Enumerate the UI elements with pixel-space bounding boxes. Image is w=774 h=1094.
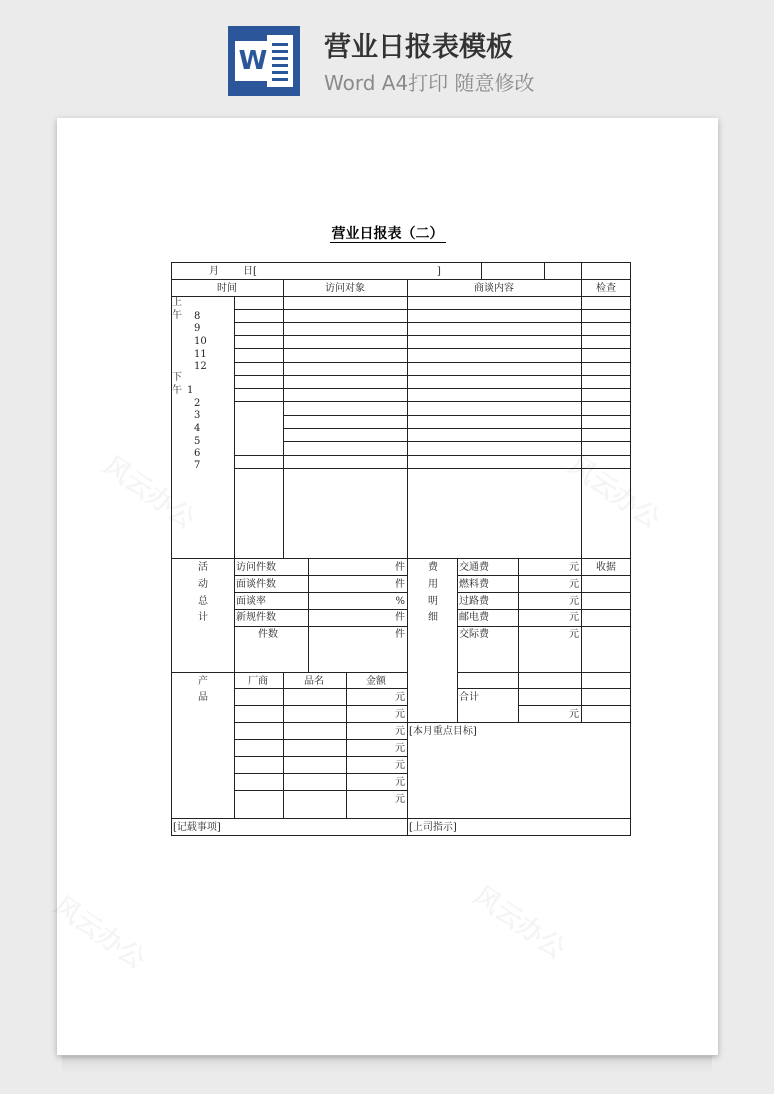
- paper-shadow: [62, 1056, 712, 1074]
- expense-row-unit: 元: [569, 596, 579, 607]
- expense-total-unit: 元: [569, 709, 579, 720]
- word-document-icon: [228, 26, 300, 96]
- table-rule: [407, 558, 408, 836]
- activity-totals-label: 动: [198, 579, 208, 590]
- table-rule: [457, 592, 631, 593]
- table-rule: [234, 468, 631, 469]
- morning-label: 午: [172, 310, 182, 321]
- table-rule: [457, 558, 458, 723]
- table-rule: [283, 672, 284, 819]
- activity-row-unit: 件: [395, 629, 405, 640]
- expense-details-label: 用: [428, 579, 438, 590]
- table-rule: [581, 558, 582, 723]
- template-title: 营业日报表模板: [324, 32, 513, 63]
- table-rule: [457, 688, 631, 689]
- daily-report-form: [57, 118, 718, 1055]
- expense-row-label: 交通费: [459, 562, 489, 573]
- time-slot-hour: 8: [194, 311, 201, 322]
- table-rule: [518, 705, 631, 706]
- time-slot-hour: 11: [194, 349, 207, 360]
- template-subtitle: Word A4打印 随意修改: [324, 71, 535, 95]
- page-header: [0, 0, 774, 118]
- monthly-target-label: [本月重点目标]: [409, 726, 477, 737]
- products-label: 产: [198, 676, 208, 687]
- activity-row-unit: 件: [395, 562, 405, 573]
- table-rule: [407, 279, 408, 559]
- expense-row-unit: 元: [569, 629, 579, 640]
- activity-row-unit: 件: [395, 612, 405, 623]
- table-rule: [234, 722, 408, 723]
- table-rule: [457, 672, 631, 673]
- time-slot-hour: 12: [194, 361, 207, 372]
- word-icon-letter: W: [235, 41, 271, 81]
- table-rule: [283, 279, 284, 559]
- table-rule: [171, 558, 631, 559]
- activity-totals-label: 活: [198, 562, 208, 573]
- time-slot-hour: 7: [194, 460, 201, 471]
- table-rule: [518, 558, 519, 723]
- table-rule: [171, 818, 408, 819]
- expense-details-label: 费: [428, 562, 438, 573]
- table-rule: [234, 688, 408, 689]
- header-visit-target: 访问对象: [325, 283, 365, 294]
- table-rule: [407, 818, 631, 819]
- activity-row-label: 面谈件数: [236, 579, 276, 590]
- activity-totals-label: 计: [198, 612, 208, 623]
- table-rule: [234, 388, 631, 389]
- table-rule: [234, 348, 631, 349]
- table-rule: [457, 609, 631, 610]
- table-rule: [234, 375, 631, 376]
- table-rule: [544, 262, 545, 280]
- table-rule: [457, 575, 631, 576]
- product-header-amount: 金额: [366, 676, 386, 687]
- expense-row-unit: 元: [569, 579, 579, 590]
- expense-row-unit: 元: [569, 562, 579, 573]
- expense-row-label: 交际费: [459, 629, 489, 640]
- activity-row-label: 件数: [258, 629, 278, 640]
- product-amount-unit: 元: [395, 794, 405, 805]
- document-page: [57, 118, 718, 1055]
- time-slot-hour: 2: [194, 398, 201, 409]
- table-rule: [171, 672, 408, 673]
- table-rule: [234, 609, 408, 610]
- products-label: 品: [198, 692, 208, 703]
- header-discussion: 商谈内容: [474, 283, 514, 294]
- table-rule: [234, 626, 408, 627]
- product-amount-unit: 元: [395, 760, 405, 771]
- activity-totals-label: 总: [198, 596, 208, 607]
- activity-row-unit: %: [395, 596, 405, 607]
- header-time: 时间: [217, 283, 237, 294]
- table-rule: [581, 279, 582, 559]
- activity-row-label: 面谈率: [236, 596, 266, 607]
- expense-row-unit: 元: [569, 612, 579, 623]
- morning-label: 上: [172, 297, 182, 308]
- table-rule: [234, 322, 631, 323]
- table-rule: [234, 773, 408, 774]
- header-check: 检查: [596, 283, 616, 294]
- table-rule: [234, 592, 408, 593]
- expense-details-label: 细: [428, 612, 438, 623]
- table-rule: [481, 262, 482, 280]
- time-slot-hour: 1: [187, 385, 194, 396]
- table-rule: [171, 296, 631, 297]
- table-rule: [171, 279, 631, 280]
- table-rule: [234, 756, 408, 757]
- product-amount-unit: 元: [395, 709, 405, 720]
- date-month-label: 月: [209, 266, 219, 277]
- notes-label: [记载事项]: [173, 822, 221, 833]
- activity-row-unit: 件: [395, 579, 405, 590]
- afternoon-label: 下: [172, 372, 182, 383]
- document-title-text: 营业日报表（二）: [331, 227, 444, 242]
- expense-total-label: 合计: [459, 692, 479, 703]
- table-rule: [234, 362, 631, 363]
- table-rule: [234, 705, 408, 706]
- expense-row-label: 燃料费: [459, 579, 489, 590]
- expense-details-label: 明: [428, 596, 438, 607]
- product-header-maker: 厂商: [248, 676, 268, 687]
- time-slot-hour: 10: [194, 336, 207, 347]
- table-rule: [234, 309, 631, 310]
- table-rule: [171, 262, 631, 263]
- time-slot-hour: 5: [194, 436, 201, 447]
- table-rule: [234, 575, 408, 576]
- activity-row-label: 新规件数: [236, 612, 276, 623]
- expense-row-label: 邮电费: [459, 612, 489, 623]
- product-amount-unit: 元: [395, 726, 405, 737]
- table-rule: [234, 790, 408, 791]
- time-slot-hour: 4: [194, 423, 201, 434]
- table-rule: [171, 835, 631, 836]
- time-slot-hour: 3: [194, 410, 201, 421]
- product-amount-unit: 元: [395, 743, 405, 754]
- table-rule: [407, 722, 631, 723]
- time-slot-hour: 9: [194, 323, 201, 334]
- expense-row-label: 过路费: [459, 596, 489, 607]
- table-rule: [234, 335, 631, 336]
- table-rule: [234, 401, 631, 402]
- table-rule: [346, 672, 347, 819]
- product-amount-unit: 元: [395, 692, 405, 703]
- table-rule: [283, 441, 631, 442]
- receipt-label: 收据: [596, 562, 616, 573]
- table-rule: [283, 428, 631, 429]
- afternoon-label: 午: [172, 385, 182, 396]
- manager-instructions-label: [上司指示]: [409, 822, 457, 833]
- table-rule: [234, 455, 631, 456]
- table-rule: [581, 262, 582, 280]
- time-slot-hour: 6: [194, 448, 201, 459]
- date-day-label: 日[: [243, 266, 257, 277]
- table-rule: [171, 262, 172, 836]
- activity-row-label: 访问件数: [236, 562, 276, 573]
- table-rule: [234, 739, 408, 740]
- product-header-name: 品名: [304, 676, 324, 687]
- product-amount-unit: 元: [395, 777, 405, 788]
- table-rule: [457, 626, 631, 627]
- table-rule: [283, 415, 631, 416]
- date-day-close: ]: [437, 266, 441, 277]
